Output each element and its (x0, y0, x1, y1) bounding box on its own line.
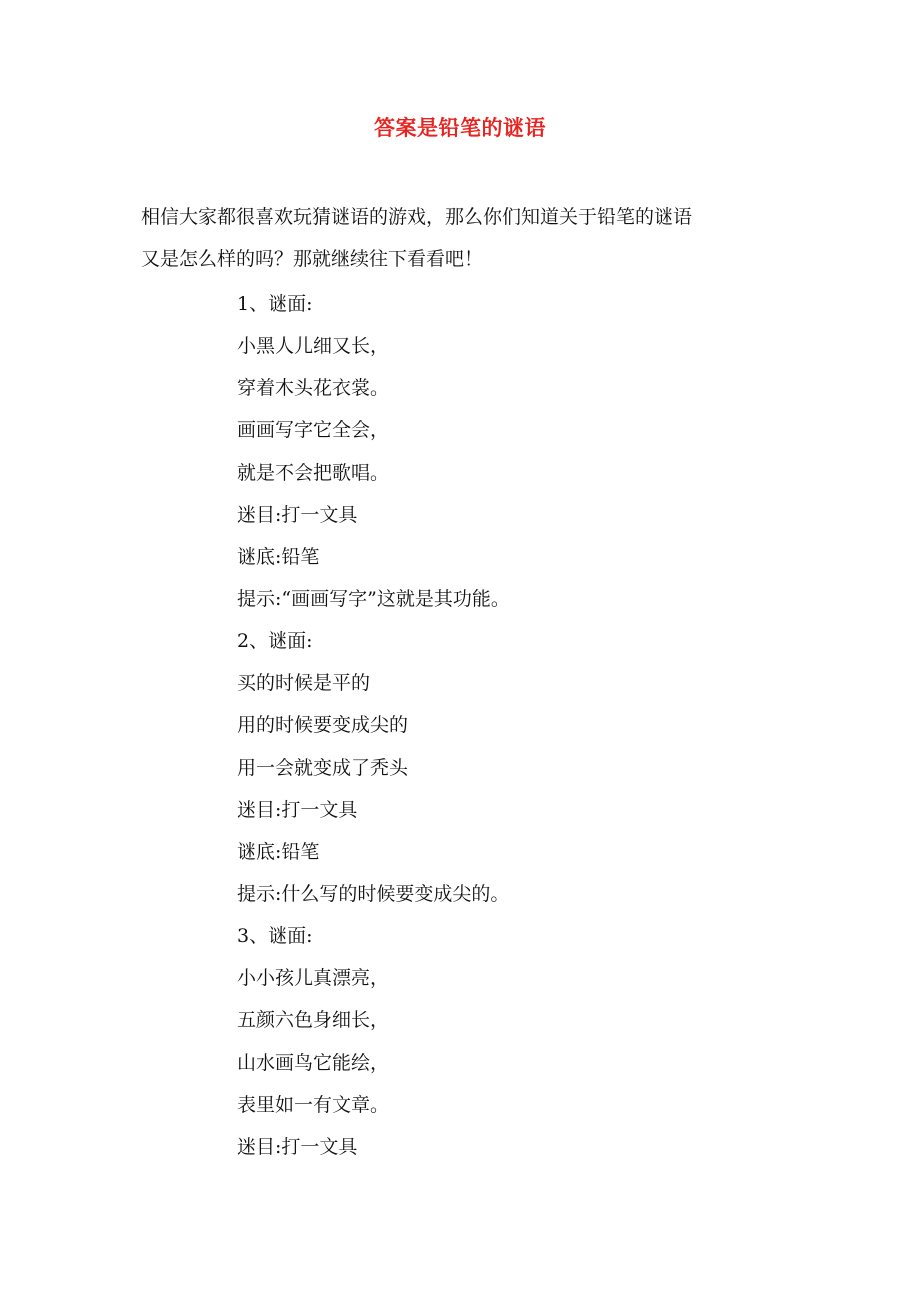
riddle-category: 迷目:打一文具 (237, 503, 358, 526)
riddle-category: 迷目:打一文具 (237, 1135, 358, 1158)
document-title: 答案是铅笔的谜语 (374, 115, 546, 140)
riddle-line: 山水画鸟它能绘， (237, 1051, 390, 1074)
riddle-line: 就是不会把歌唱。 (237, 461, 390, 484)
riddle-line: 用一会就变成了秃头 (237, 756, 409, 779)
riddle-category: 迷目:打一文具 (237, 798, 358, 821)
riddle-heading: 1、谜面: (237, 293, 313, 315)
riddle-line: 小小孩儿真漂亮， (237, 967, 390, 990)
intro-line: 相信大家都很喜欢玩猜谜语的游戏，那么你们知道关于铅笔的谜语 (141, 206, 693, 228)
riddle-line: 用的时候要变成尖的 (237, 714, 409, 737)
riddle-answer: 谜底:铅笔 (237, 545, 320, 568)
riddle-line: 画画写字它全会， (237, 419, 390, 442)
intro-line: 又是怎么样的吗？那就继续往下看看吧！ (141, 248, 484, 270)
riddle-hint: 提示:什么写的时候要变成尖的。 (237, 882, 510, 905)
riddle-line: 买的时候是平的 (237, 672, 371, 695)
riddle-line: 五颜六色身细长， (237, 1009, 390, 1032)
riddle-heading: 3、谜面: (237, 925, 313, 948)
riddle-hint: 提示:“画画写字”这就是其功能。 (237, 587, 510, 610)
riddle-answer: 谜底:铅笔 (237, 840, 320, 863)
riddle-heading: 2、谜面: (237, 630, 313, 653)
intro-paragraph (141, 196, 781, 280)
riddle-line: 表里如一有文章。 (237, 1093, 390, 1116)
riddle-line: 穿着木头花衣裳。 (237, 377, 390, 400)
riddle-list (237, 283, 797, 1168)
riddle-line: 小黑人儿细又长， (237, 335, 390, 358)
